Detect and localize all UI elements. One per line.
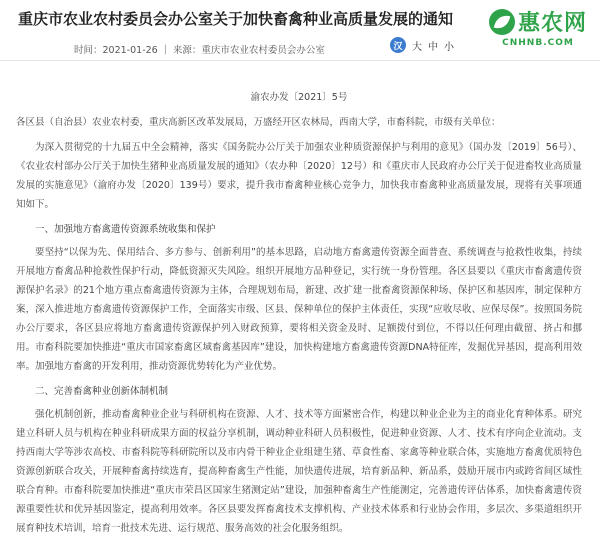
meta-separator: | bbox=[163, 43, 167, 55]
font-size-small-button[interactable]: 小 bbox=[444, 41, 454, 53]
section-2-paragraph: 强化机制创新，推动畜禽种业企业与科研机构在资源、人才、技术等方面紧密合作，构建以种业企业为主的商业化育种体系。研究建立科研人员与机构在种业科研成果方面的权益分享机制，调动种业科研人员积极性，促进种业资源、人才、技术有序向企业流动。支持西南大学等涉农高校、市畜科院等科研院所以及市内骨干种业企业组建生猪、草食性畜、家禽等种业联合体，实施地方畜禽优质特色资源创新联合攻关，开展种畜禽持续选育，提高种畜禽生产性能，加快遗传进展，培育新品种、新品系，鼓励开展市内或跨省间区域性联合育种。市畜科院要加快推进“重庆市荣昌区国家生猪测定站”建设，加强种畜禽生产性能测定，完善遗传评估体系，加快畜禽遗传资源重要性状和优异基因鉴定，提高利用效率。各区县要发挥畜禽技术支撑机构、产业技术体系和行业协会作用，多层次、多渠道组织开展育种技术培训，培育一批技术先进、运行规范、服务高效的社会化服务组织。 bbox=[16, 409, 582, 534]
section-1-title: 一、加强地方畜禽遗传资源系统收集和保护 bbox=[35, 224, 216, 235]
logo-text: 惠农网 bbox=[517, 11, 587, 36]
salutation: 各区县（自治县）农业农村委，重庆高新区改革发展局，万盛经开区农林局，西南大学，市畜科院，市级有关单位： bbox=[16, 117, 501, 128]
header-divider bbox=[0, 60, 600, 61]
site-logo[interactable] bbox=[482, 6, 594, 62]
font-size-icon: 汉 bbox=[390, 37, 406, 53]
document-number: 渝农办发〔2021〕5号 bbox=[250, 92, 348, 103]
intro-paragraph: 为深入贯彻党的十九届五中全会精神，落实《国务院办公厅关于加强农业种质资源保护与利用的意见》（国办发〔2019〕56号）、《农业农村部办公厅关于加快生猪种业高质量发展的通知》（农办种〔2020〕12号）和《重庆市人民政府办公厅关于促进畜牧业高质量发展的实施意见》（渝府办发〔2020〕139号）要求，提升我市畜禽种业核心竞争力，加快我市畜禽种业高质量发展，现将有关事项通知如下。 bbox=[16, 142, 582, 210]
section-2-title: 二、完善畜禽种业创新体制机制 bbox=[35, 386, 169, 397]
font-size-large-button[interactable]: 大 bbox=[412, 41, 422, 53]
leaf-logo-icon bbox=[489, 9, 515, 35]
article-source: 来源：重庆市农业农村委员会办公室 bbox=[172, 45, 325, 56]
section-1-paragraph: 要坚持“以保为先、保用结合、多方参与、创新利用”的基本思路，启动地方畜禽遗传资源全面普查、系统调查与抢救性收集，持续开展地方畜禽品种抢救性保护行动，降低资源灭失风险。组织开展地方品种登记，实行统一身份管理。各区县要以《重庆市畜禽遗传资源保护名录》的21个地方重点畜禽遗传资源为主体，合理规划布局，新建、改扩建一批畜禽资源保种场、保护区和基因库，制定保种方案，深入推进地方畜禽遗传资源保护工作，全面落实市级、区县、保种单位的保护主体责任，实现“应收尽收、应保尽保”。按照国务院办公厅要求，各区县应将地方畜禽遗传资源保护列入财政预算，要将相关资金及时、足额拨付到位，不得以任何理由截留、挤占和挪用。市畜科院要加快推进“重庆市国家畜禽区域畜禽基因库”建设，加快构建地方畜禽遗传资源DNA特征库，发掘优异基因，提高利用效率。加强地方畜禽的开发利用，推动资源优势转化为产业优势。 bbox=[16, 247, 582, 372]
font-size-medium-button[interactable]: 中 bbox=[428, 41, 438, 53]
article-meta bbox=[74, 42, 325, 56]
logo-url: CNHNB.COM bbox=[502, 38, 574, 48]
article-body bbox=[16, 88, 582, 542]
logo-top bbox=[489, 6, 587, 37]
publish-date: 时间：2021-01-26 bbox=[74, 45, 158, 56]
page-title: 重庆市农业农村委员会办公室关于加快畜禽种业高质量发展的通知 bbox=[18, 10, 454, 28]
font-size-control bbox=[390, 37, 454, 53]
